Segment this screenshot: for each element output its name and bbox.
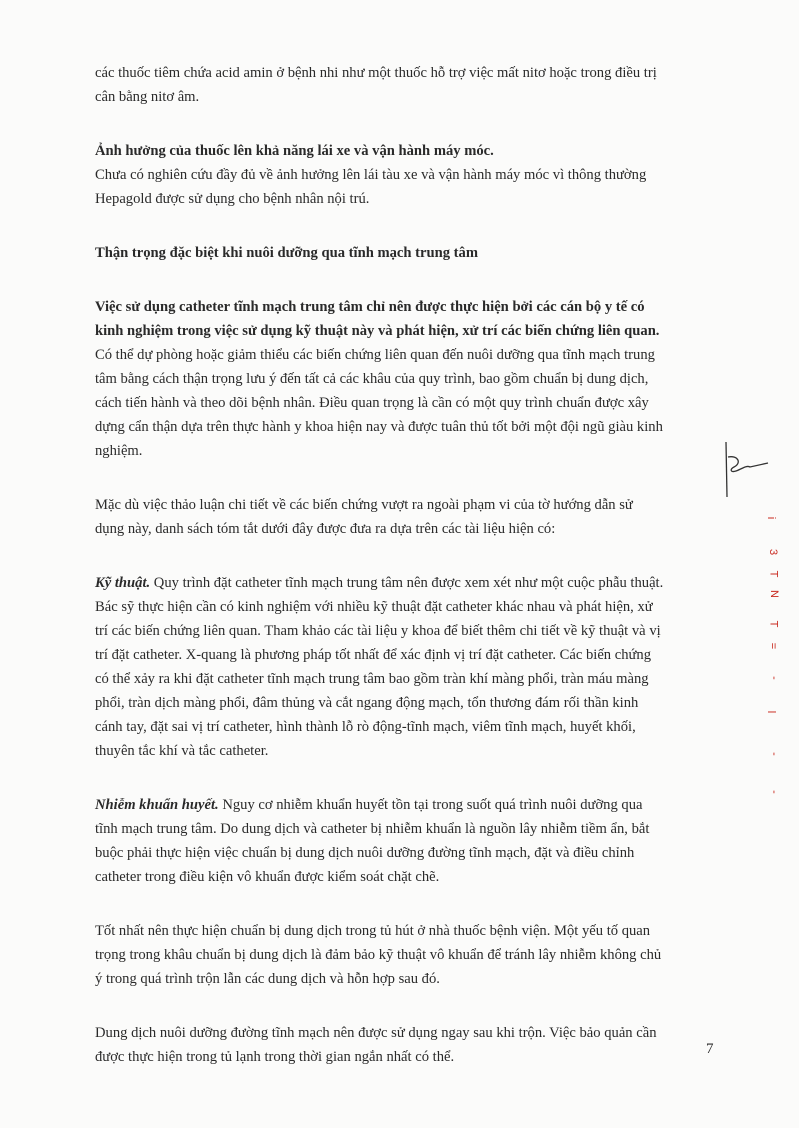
text-line: catheter trong điều kiện vô khuẩn được kiểm soát chặt chẽ.: [95, 869, 440, 885]
text-line: dựng cẩn thận dựa trên thực hành y khoa hiện nay và được tuân thủ tốt bởi một đội ngũ giàu kinh: [95, 419, 663, 435]
paragraph-lead: Nhiễm khuẩn huyết.: [95, 797, 219, 813]
text-line: tĩnh mạch trung tâm. Do dung dịch và catheter bị nhiễm khuẩn là nguồn lây nhiễm tiềm ẩn, bắt: [95, 821, 650, 837]
text-line: tâm bằng cách thận trọng lưu ý đến tất cả các khâu của quy trình, bao gồm chuẩn bị dung dịch,: [95, 371, 649, 387]
stamp-glyph: i: [765, 516, 778, 520]
text-line: Tốt nhất nên thực hiện chuẩn bị dung dịch trong tủ hút ở nhà thuốc bệnh viện. Một yếu tố quan: [95, 923, 651, 939]
text-line: có thể xảy ra khi đặt catheter tĩnh mạch trung tâm bao gồm tràn khí màng phổi, tràn máu màng: [95, 671, 649, 687]
text-line: cánh tay, đặt sai vị trí catheter, hình thành lỗ rò động-tĩnh mạch, viêm tĩnh mạch, huyết khối,: [95, 719, 636, 735]
stamp-glyph: -: [767, 752, 780, 756]
stamp-glyph: N: [767, 590, 780, 598]
heading-text: Ảnh hưởng của thuốc lên khả năng lái xe và vận hành máy móc.: [95, 143, 494, 159]
text-line: Chưa có nghiên cứu đầy đủ về ảnh hưởng lên lái tàu xe và vận hành máy móc vì thông thường: [95, 167, 647, 183]
heading-driving: [95, 139, 723, 163]
stamp-glyph: =: [767, 642, 780, 650]
signature-mark: [716, 437, 776, 507]
stamp-glyph: l: [765, 710, 778, 714]
text-line: Quy trình đặt catheter tĩnh mạch trung tâm nên được xem xét như một cuộc phẫu thuật.: [150, 575, 664, 591]
text-line: buộc phải thực hiện việc chuẩn bị dung dịch nuôi dưỡng đường tĩnh mạch, đặt và điều chỉnh: [95, 845, 635, 861]
text-line: các thuốc tiêm chứa acid amin ở bệnh nhi như một thuốc hỗ trợ việc mất nitơ hoặc trong điều trị: [95, 65, 657, 81]
bold-line: kinh nghiệm trong việc sử dụng kỹ thuật này và phát hiện, xử trí các biến chứng liên quan.: [95, 323, 660, 339]
paragraph-8: [95, 1021, 723, 1069]
bold-line: Việc sử dụng catheter tĩnh mạch trung tâm chỉ nên được thực hiện bởi các cán bộ y tế có: [95, 299, 645, 315]
text-line: cách tiến hành và theo dõi bệnh nhân. Điều quan trọng là cần có một quy trình chuẩn được xây: [95, 395, 649, 411]
stamp-glyph: 3: [767, 548, 780, 556]
text-line: Có thể dự phòng hoặc giảm thiểu các biến chứng liên quan đến nuôi dưỡng qua tĩnh mạch trung: [95, 347, 655, 363]
stamp-edge: [760, 510, 790, 800]
page-number: 7: [706, 1041, 714, 1057]
text-line: nghiệm.: [95, 443, 143, 459]
heading-text: Thận trọng đặc biệt khi nuôi dưỡng qua tĩnh mạch trung tâm: [95, 245, 478, 261]
text-line: phổi, tràn dịch màng phổi, đâm thủng và cắt ngang động mạch, tổn thương đám rối thần kinh: [95, 695, 639, 711]
text-line: trí đặt catheter. X-quang là phương pháp tốt nhất để xác định vị trí đặt catheter. Các biến chứng: [95, 647, 652, 663]
paragraph-4: [95, 493, 723, 541]
stamp-glyph: T: [767, 570, 780, 578]
text-line: trọng trong khâu chuẩn bị dung dịch là đảm bảo kỹ thuật vô khuẩn để tránh lây nhiễm không chủ: [95, 947, 662, 963]
text-line: ý trong quá trình trộn lẫn các dung dịch và hỗn hợp sau đó.: [95, 971, 440, 987]
text-line: Hepagold được sử dụng cho bệnh nhân nội trú.: [95, 191, 370, 207]
text-line: Dung dịch nuôi dưỡng đường tĩnh mạch nên được sử dụng ngay sau khi trộn. Việc bảo quản cần: [95, 1025, 657, 1041]
text-line: trí các biến chứng liên quan. Tham khảo các tài liệu y khoa để biết thêm chi tiết về kỹ thuật và vị: [95, 623, 661, 639]
text-line: thuyên tắc khí và tắc catheter.: [95, 743, 269, 759]
text-line: Mặc dù việc thảo luận chi tiết về các biến chứng vượt ra ngoài phạm vi của tờ hướng dẫn sử: [95, 497, 633, 513]
paragraph-sepsis: [95, 793, 723, 889]
text-line: Bác sỹ thực hiện cần có kinh nghiệm với nhiều kỹ thuật đặt catheter khác nhau và phát hiện, xử: [95, 599, 653, 615]
stamp-glyph: -: [767, 790, 780, 794]
text-line: dụng này, danh sách tóm tắt dưới đây được đưa ra dựa trên các tài liệu hiện có:: [95, 521, 556, 537]
heading-caution: [95, 241, 723, 265]
paragraph-3: [95, 295, 723, 463]
paragraph-2: [95, 163, 723, 211]
body-text: [95, 61, 723, 1069]
text-line: Nguy cơ nhiễm khuẩn huyết tồn tại trong suốt quá trình nuôi dưỡng qua: [218, 797, 643, 813]
paragraph-lead: Kỹ thuật.: [95, 575, 151, 591]
paragraph-technique: [95, 571, 723, 763]
stamp-glyph: T: [767, 620, 780, 628]
stamp-glyph: -: [767, 676, 780, 680]
paragraph-1: [95, 61, 723, 109]
text-line: cân bằng nitơ âm.: [95, 89, 200, 105]
paragraph-7: [95, 919, 723, 991]
text-line: được thực hiện trong tủ lạnh trong thời gian ngắn nhất có thể.: [95, 1049, 455, 1065]
